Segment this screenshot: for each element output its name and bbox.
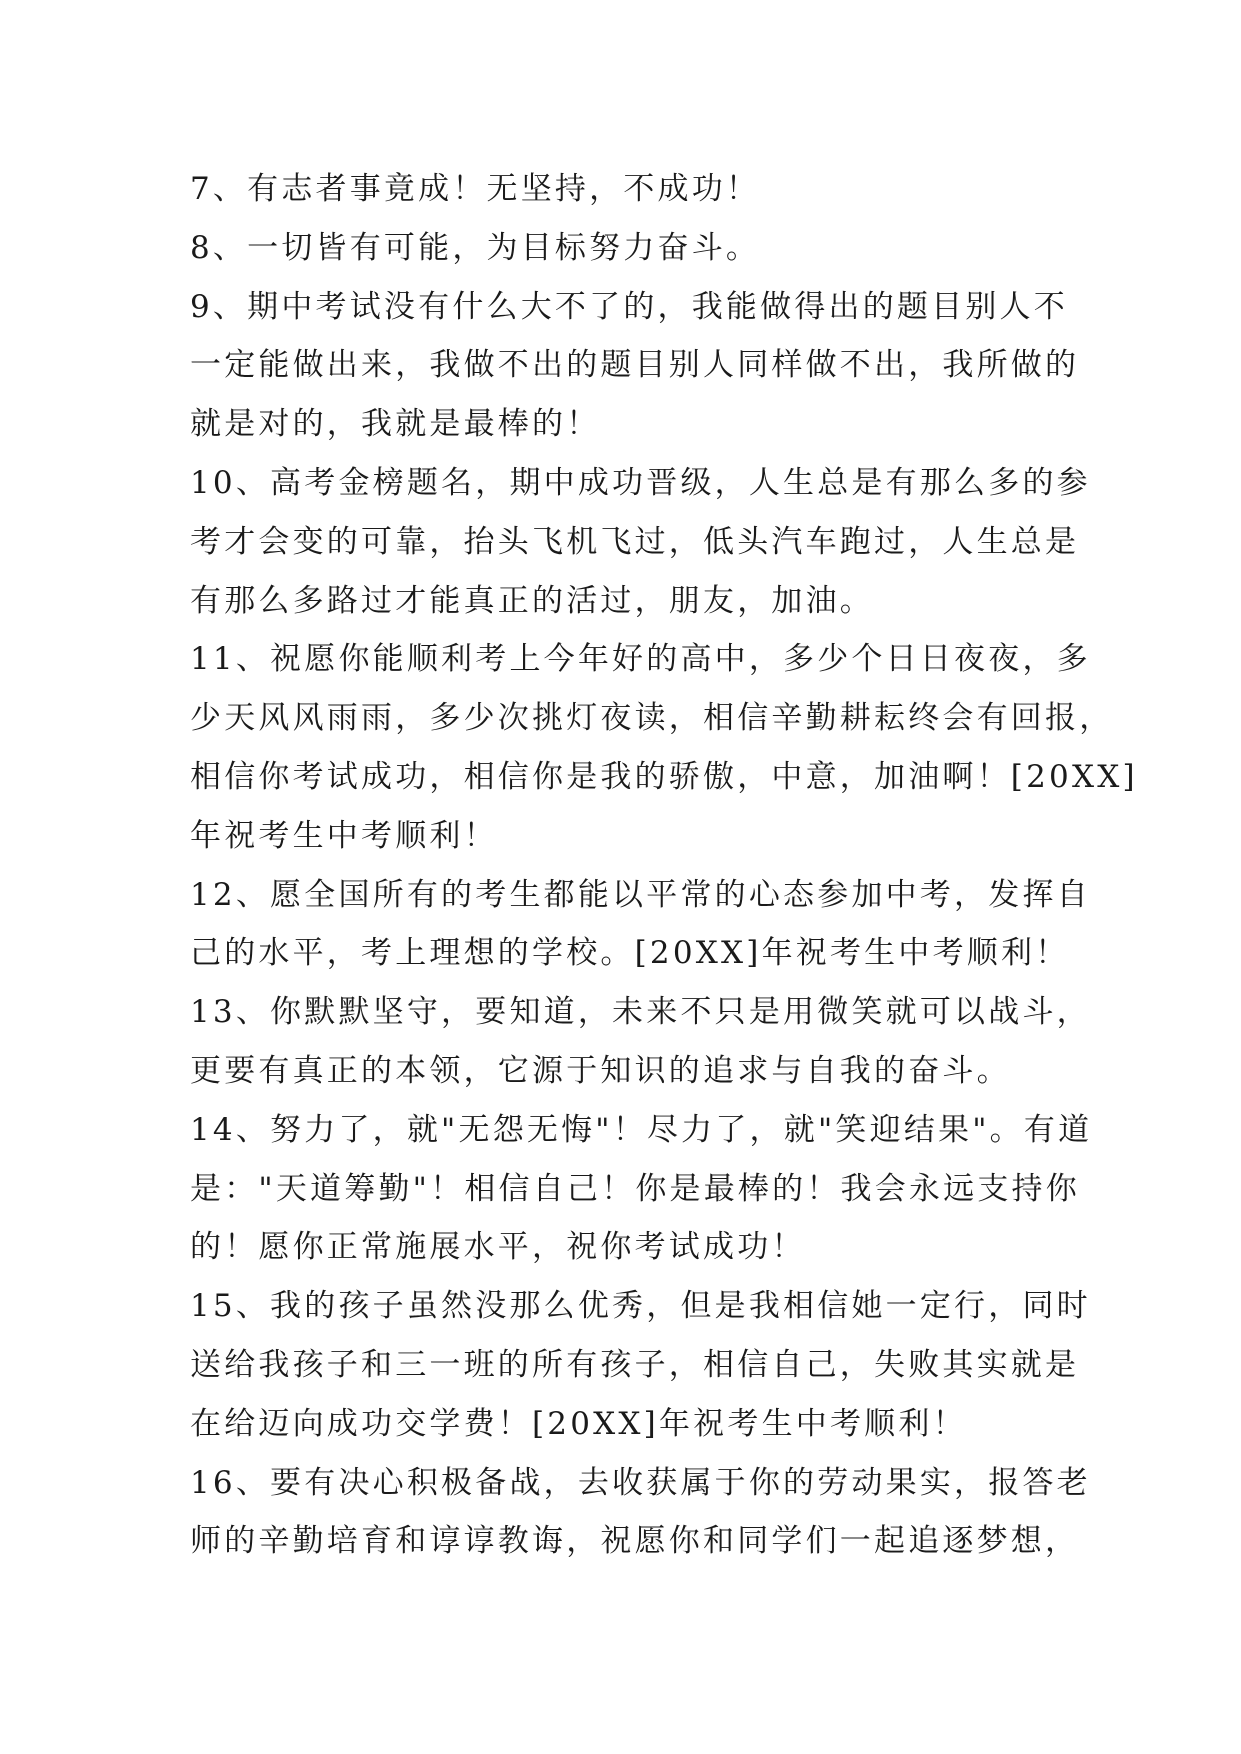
text-line: 送给我孩子和三一班的所有孩子，相信自己，失败其实就是 bbox=[190, 1346, 1080, 1383]
text-line: 有那么多路过才能真正的活过，朋友，加油。 bbox=[190, 582, 874, 619]
text-line: 12、愿全国所有的考生都能以平常的心态参加中考，发挥自 bbox=[190, 876, 1091, 913]
text-line: 相信你考试成功，相信你是我的骄傲，中意，加油啊！[20XX] bbox=[190, 758, 1138, 795]
text-line: 14、努力了，就"无怨无悔"！尽力了，就"笑迎结果"。有道 bbox=[190, 1111, 1093, 1148]
text-line: 10、高考金榜题名，期中成功晋级，人生总是有那么多的参 bbox=[190, 464, 1091, 501]
text-line: 9、期中考试没有什么大不了的，我能做得出的题目别人不 bbox=[190, 288, 1068, 325]
text-line: 是："天道筹勤"！相信自己！你是最棒的！我会永远支持你 bbox=[190, 1170, 1080, 1207]
text-line: 师的辛勤培育和谆谆教诲，祝愿你和同学们一起追逐梦想， bbox=[190, 1523, 1080, 1560]
text-line: 考才会变的可靠，抬头飞机飞过，低头汽车跑过，人生总是 bbox=[190, 523, 1080, 560]
document-body bbox=[190, 160, 1138, 1571]
text-line: 一定能做出来，我做不出的题目别人同样做不出，我所做的 bbox=[190, 347, 1080, 384]
text-line: 16、要有决心积极备战，去收获属于你的劳动果实，报答老 bbox=[190, 1464, 1091, 1501]
text-line: 少天风风雨雨，多少次挑灯夜读，相信辛勤耕耘终会有回报， bbox=[190, 700, 1114, 737]
text-line: 13、你默默坚守，要知道，未来不只是用微笑就可以战斗， bbox=[190, 994, 1091, 1031]
text-line: 的！愿你正常施展水平，祝你考试成功！ bbox=[190, 1229, 806, 1266]
text-line: 年祝考生中考顺利！ bbox=[190, 817, 498, 854]
text-line: 7、有志者事竟成！无坚持，不成功！ bbox=[190, 171, 761, 207]
text-line: 更要有真正的本领，它源于知识的追求与自我的奋斗。 bbox=[190, 1052, 1011, 1089]
text-line: 在给迈向成功交学费！[20XX]年祝考生中考顺利！ bbox=[190, 1405, 967, 1442]
text-line: 己的水平，考上理想的学校。[20XX]年祝考生中考顺利！ bbox=[190, 935, 1070, 972]
text-line: 11、祝愿你能顺利考上今年好的高中，多少个日日夜夜，多 bbox=[190, 641, 1091, 678]
text-line: 15、我的孩子虽然没那么优秀，但是我相信她一定行，同时 bbox=[190, 1288, 1091, 1325]
text-line: 8、一切皆有可能，为目标努力奋斗。 bbox=[190, 229, 761, 266]
text-line: 就是对的，我就是最棒的！ bbox=[190, 406, 601, 443]
